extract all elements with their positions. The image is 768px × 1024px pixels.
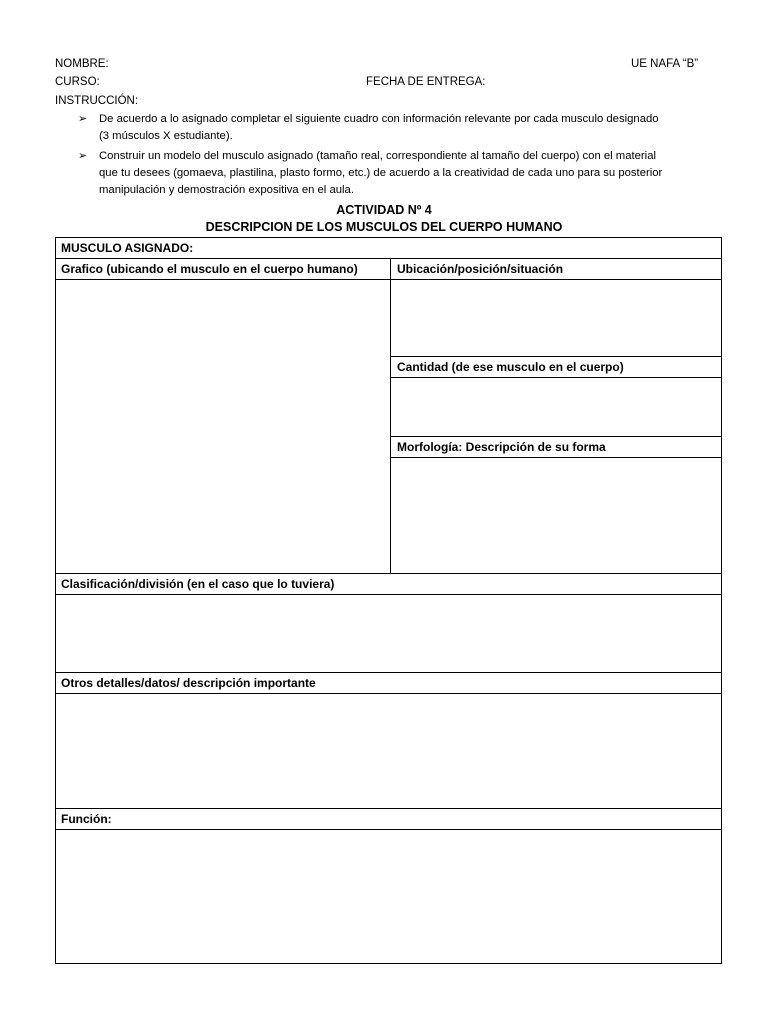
table-divider	[391, 457, 722, 458]
grafico-label: Grafico (ubicando el musculo en el cuerpo humano)	[61, 262, 358, 276]
school-label: UE NAFA “B”	[631, 58, 699, 70]
morfologia-label: Morfología: Descripción de su forma	[397, 440, 606, 454]
table-divider	[391, 356, 722, 357]
table-divider	[55, 258, 722, 259]
curso-label: CURSO:	[55, 76, 100, 88]
instruction-line: Construir un modelo del musculo asignado (tamaño real, correspondiente al tamaño del cuerpo) con el material	[99, 150, 656, 162]
clasificacion-label: Clasificación/división (en el caso que lo tuviera)	[61, 577, 335, 591]
table-divider	[55, 573, 722, 574]
table-divider	[55, 279, 722, 280]
muscle-description-table	[55, 237, 722, 964]
column-divider	[390, 258, 391, 573]
bullet-icon: ➢	[78, 113, 88, 125]
instruction-item-1	[99, 111, 741, 145]
fecha-entrega-label: FECHA DE ENTREGA:	[366, 76, 486, 88]
funcion-label: Función:	[61, 812, 112, 826]
instruccion-label: INSTRUCCIÓN:	[55, 95, 139, 107]
cantidad-label: Cantidad (de ese musculo en el cuerpo)	[397, 360, 624, 374]
nombre-label: NOMBRE:	[55, 58, 109, 70]
activity-subtitle: DESCRIPCION DE LOS MUSCULOS DEL CUERPO HUMANO	[205, 220, 563, 234]
instruction-line: que tu desees (gomaeva, plastilina, plasto formo, etc.) de acuerdo a la creatividad de cada uno para su posterior	[99, 167, 663, 179]
table-divider	[391, 377, 722, 378]
activity-title: ACTIVIDAD Nº 4	[336, 203, 432, 217]
table-divider	[55, 693, 722, 694]
bullet-icon: ➢	[78, 150, 88, 162]
table-divider	[55, 672, 722, 673]
table-divider	[391, 436, 722, 437]
otros-detalles-label: Otros detalles/datos/ descripción importante	[61, 676, 316, 690]
instruction-item-2	[99, 148, 741, 199]
musculo-asignado-label: MUSCULO ASIGNADO:	[61, 241, 194, 255]
instruction-line: manipulación y demostración expositiva en el aula.	[99, 184, 354, 196]
ubicacion-label: Ubicación/posición/situación	[397, 262, 564, 276]
instruction-line: (3 músculos X estudiante).	[99, 130, 233, 142]
instruction-line: De acuerdo a lo asignado completar el siguiente cuadro con información relevante por cada musculo designado	[99, 113, 659, 125]
table-divider	[55, 829, 722, 830]
table-divider	[55, 594, 722, 595]
table-divider	[55, 808, 722, 809]
